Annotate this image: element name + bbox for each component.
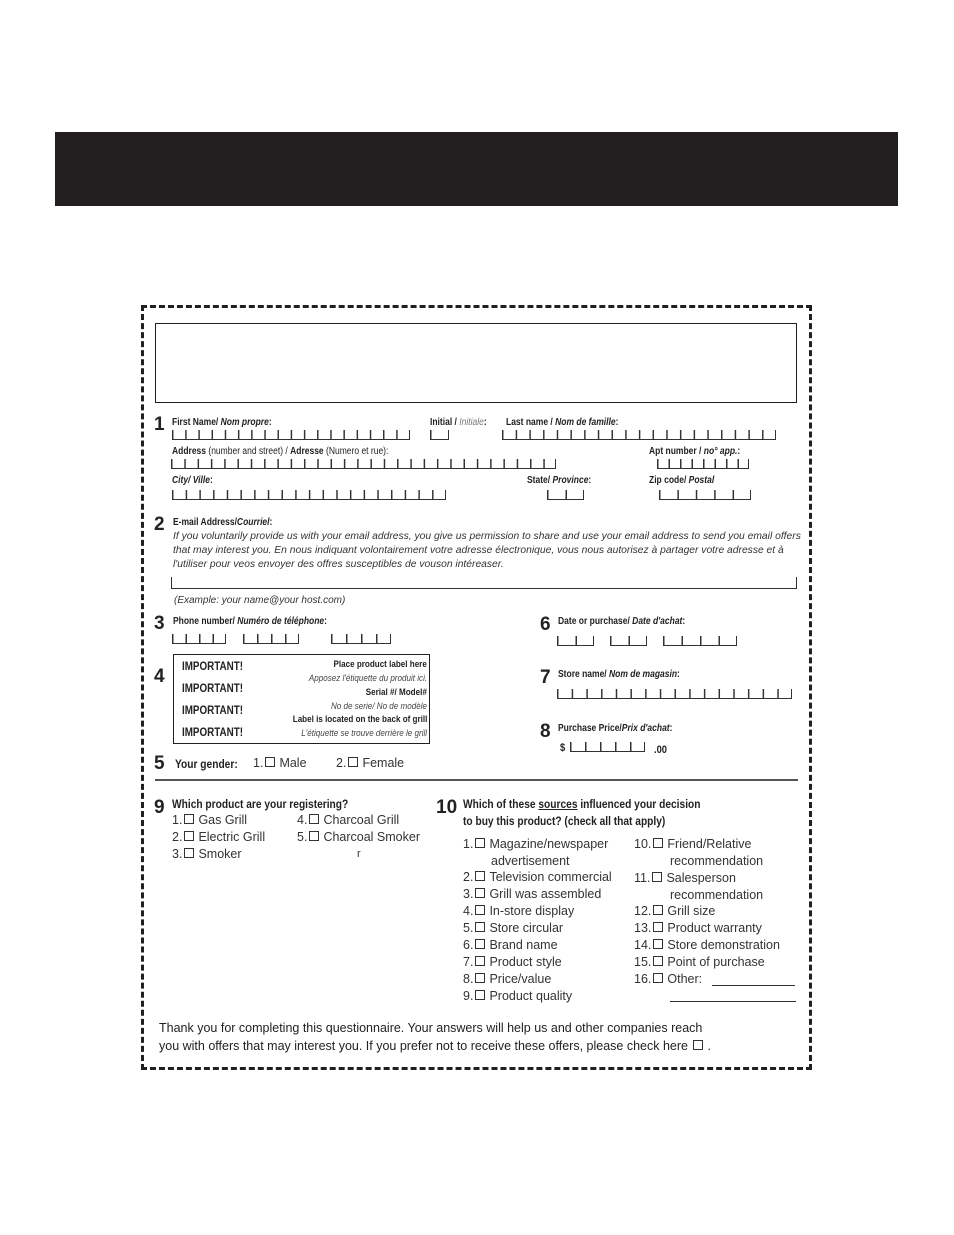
source-option-15[interactable]: 15. Point of purchase xyxy=(634,955,765,969)
opt-out-checkbox[interactable] xyxy=(693,1040,703,1050)
checkbox-icon[interactable] xyxy=(475,922,485,932)
gender-male-option[interactable]: 1. Male xyxy=(253,756,307,770)
source-option-12[interactable]: 12. Grill size xyxy=(634,904,716,918)
zip-label: Zip code/ Postal xyxy=(649,475,715,486)
source-option-4[interactable]: 4. In-store display xyxy=(463,904,575,918)
dollar-sign: $ xyxy=(560,742,566,754)
email-field[interactable] xyxy=(171,577,797,589)
product-option-charcoal-smoker[interactable]: 5. Charcoal Smoker xyxy=(297,830,421,844)
label-line-5: Label is located on the back of grill xyxy=(292,714,427,725)
product-label-box xyxy=(173,654,430,744)
phone-prefix-field[interactable] xyxy=(243,634,299,644)
checkbox-icon[interactable] xyxy=(653,973,663,983)
first-name-label: First Name/ Nom propre: xyxy=(172,417,272,428)
checkbox-icon[interactable] xyxy=(475,973,485,983)
price-cents: .00 xyxy=(654,744,668,756)
section-3-number: 3 xyxy=(154,613,165,634)
product-question: Which product are your registering? xyxy=(172,797,349,811)
source-option-6[interactable]: 6. Brand name xyxy=(463,938,558,952)
product-option-charcoal-grill[interactable]: 4. Charcoal Grill xyxy=(297,813,400,827)
checkbox-icon[interactable] xyxy=(475,939,485,949)
apt-field[interactable] xyxy=(657,459,749,469)
section-2-number: 2 xyxy=(154,514,165,535)
product-option-gas-grill[interactable]: 1. Gas Grill xyxy=(172,813,248,827)
source-option-9[interactable]: 9. Product quality xyxy=(463,989,573,1003)
last-name-label: Last name / Nom de famille: xyxy=(506,417,619,428)
section-1-number: 1 xyxy=(154,414,165,435)
apt-label: Apt number / no° app.: xyxy=(649,446,741,457)
sources-question: Which of these sources influenced your decision to buy this product? (check all that apply) xyxy=(463,797,701,828)
checkbox-icon[interactable] xyxy=(309,814,319,824)
checkbox-icon[interactable] xyxy=(652,872,662,882)
product-option-smoker[interactable]: 3. Smoker xyxy=(172,847,242,861)
section-4-number: 4 xyxy=(154,666,165,687)
section-10-number: 10 xyxy=(436,797,458,818)
checkbox-icon[interactable] xyxy=(653,922,663,932)
checkbox-icon[interactable] xyxy=(475,838,485,848)
source-option-1[interactable]: 1. Magazine/newspaper advertisement xyxy=(463,837,609,868)
address-label: Address (number and street) / Adresse (Numero et rue): xyxy=(172,446,389,457)
checkbox-icon[interactable] xyxy=(653,905,663,915)
source-option-11[interactable]: 11. Salesperson recommendation xyxy=(634,871,764,902)
checkbox-icon[interactable] xyxy=(475,956,485,966)
email-label: E-mail Address/Courriel: xyxy=(173,517,273,528)
checkbox-icon[interactable] xyxy=(653,838,663,848)
card-title-box xyxy=(155,323,797,403)
phone-label: Phone number/ Numéro de téléphone: xyxy=(173,616,327,627)
label-line-4: No de serie/ No de modèle xyxy=(330,701,427,712)
important-4: IMPORTANT! xyxy=(182,725,244,739)
section-5-number: 5 xyxy=(154,753,165,774)
phone-area-field[interactable] xyxy=(172,634,226,644)
source-option-14[interactable]: 14. Store demonstration xyxy=(634,938,780,952)
zip-field[interactable] xyxy=(659,490,751,500)
source-option-16[interactable]: 16. Other: xyxy=(634,972,703,986)
purchase-month-field[interactable] xyxy=(557,636,594,646)
checkbox-icon[interactable] xyxy=(348,757,358,767)
section-7-number: 7 xyxy=(540,667,551,688)
label-line-3: Serial #/ Model# xyxy=(365,687,427,698)
first-name-field[interactable] xyxy=(172,430,410,440)
section-8-number: 8 xyxy=(540,721,551,742)
checkbox-icon[interactable] xyxy=(475,990,485,1000)
gender-female-option[interactable]: 2. Female xyxy=(336,756,405,770)
label-line-1: Place product label here xyxy=(333,659,427,670)
label-line-2: Apposez l'étiquette du produit ici. xyxy=(308,673,427,684)
checkbox-icon[interactable] xyxy=(475,871,485,881)
section-9-number: 9 xyxy=(154,797,165,818)
source-option-8[interactable]: 8. Price/value xyxy=(463,972,552,986)
checkbox-icon[interactable] xyxy=(184,848,194,858)
city-label: City/ Ville: xyxy=(172,475,213,486)
other-field-line-2[interactable] xyxy=(670,1001,796,1002)
important-2: IMPORTANT! xyxy=(182,681,244,695)
state-field[interactable] xyxy=(547,490,584,500)
state-label: State/ Province: xyxy=(527,475,592,486)
important-3: IMPORTANT! xyxy=(182,703,244,717)
last-name-field[interactable] xyxy=(502,430,776,440)
label-line-6: L'étiquette se trouve derrière le grill xyxy=(301,728,427,739)
store-name-label: Store name/ Nom de magasin: xyxy=(558,669,680,680)
source-option-13[interactable]: 13. Product warranty xyxy=(634,921,762,935)
section-6-number: 6 xyxy=(540,614,551,635)
initial-label: Initial / Initiale: xyxy=(430,417,487,428)
product-option-electric-grill[interactable]: 2. Electric Grill xyxy=(172,830,266,844)
address-field[interactable] xyxy=(171,459,556,469)
checkbox-icon[interactable] xyxy=(184,831,194,841)
footer-text: Thank you for completing this questionnaire. Your answers will help us and other companies reach you with offers that may interest you. If you prefer not to receive these offers, please check here . xyxy=(159,1021,711,1053)
source-option-3[interactable]: 3. Grill was assembled xyxy=(463,887,602,901)
checkbox-icon[interactable] xyxy=(475,888,485,898)
store-name-field[interactable] xyxy=(557,689,792,699)
purchase-day-field[interactable] xyxy=(610,636,647,646)
header-bar xyxy=(55,132,898,206)
checkbox-icon[interactable] xyxy=(309,831,319,841)
phone-line-field[interactable] xyxy=(331,634,391,644)
gender-label: Your gender: xyxy=(175,757,238,771)
purchase-year-field[interactable] xyxy=(663,636,737,646)
checkbox-icon[interactable] xyxy=(184,814,194,824)
other-field-line-1[interactable] xyxy=(712,985,795,986)
stray-mark: r xyxy=(357,848,361,860)
purchase-price-field[interactable] xyxy=(570,742,645,752)
email-consent-note: If you voluntarily provide us with your email address, you give us permission to share and use your email address to send you email offers that may interest you. En nous indiquant volontairement votre adresse électronique, vous nous autorisez à partager votre adresse et à l'utiliser pour veos envoyer des offres susceptibles de vouson intéreaser. xyxy=(173,531,801,570)
purchase-date-label: Date or purchase/ Date d'achat: xyxy=(558,616,686,627)
source-option-7[interactable]: 7. Product style xyxy=(463,955,562,969)
source-option-10[interactable]: 10. Friend/Relative recommendation xyxy=(634,837,764,868)
checkbox-icon[interactable] xyxy=(475,905,485,915)
source-option-2[interactable]: 2. Television commercial xyxy=(463,870,612,884)
section-divider xyxy=(155,779,798,781)
checkbox-icon[interactable] xyxy=(265,757,275,767)
city-field[interactable] xyxy=(172,490,446,500)
important-1: IMPORTANT! xyxy=(182,659,244,673)
checkbox-icon[interactable] xyxy=(653,956,663,966)
checkbox-icon[interactable] xyxy=(653,939,663,949)
purchase-price-label: Purchase Price/Prix d'achat: xyxy=(558,723,673,734)
source-option-5[interactable]: 5. Store circular xyxy=(463,921,564,935)
initial-field[interactable] xyxy=(430,430,449,440)
email-example: (Example: your name@your host.com) xyxy=(174,595,346,606)
